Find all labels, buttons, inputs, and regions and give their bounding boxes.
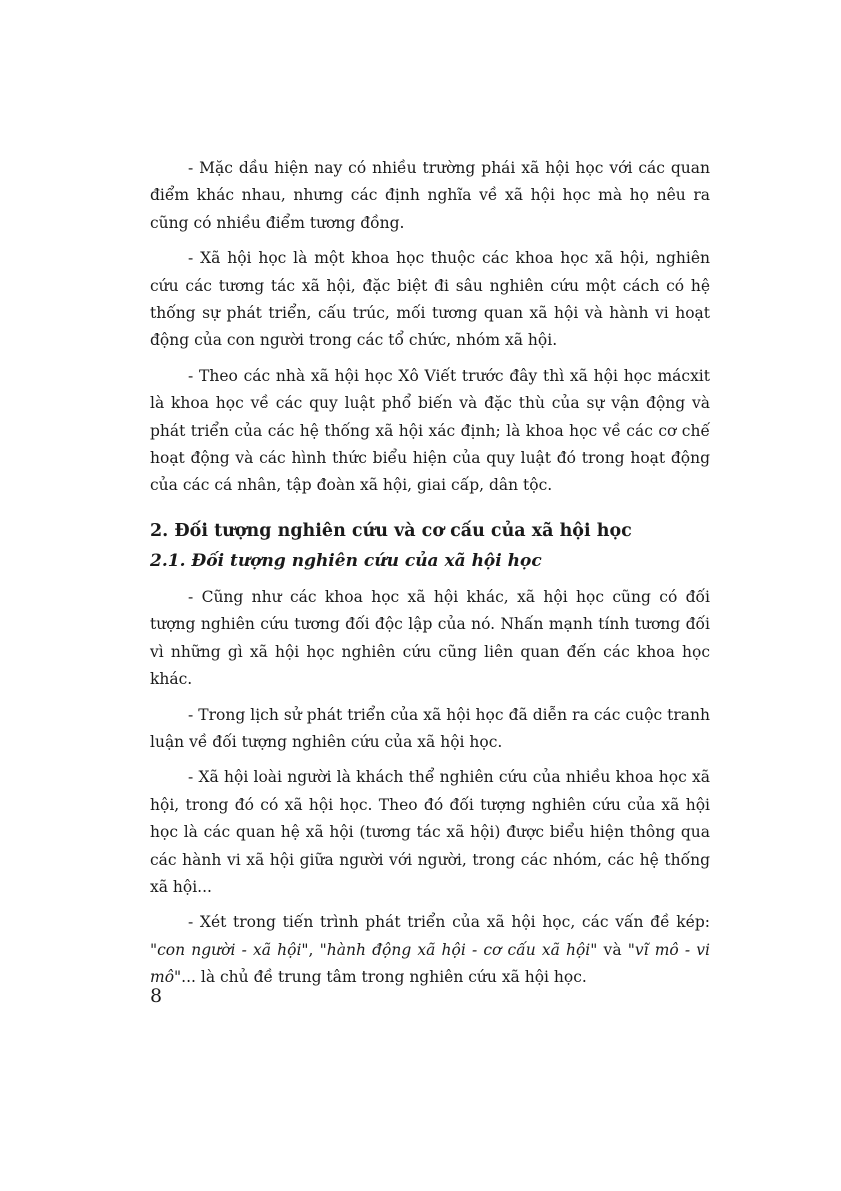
paragraph-last bbox=[150, 909, 710, 991]
paragraph: - Mặc dầu hiện nay có nhiều trường phái xã hội học với các quan điểm khác nhau, nhưng các định nghĩa về xã hội học mà họ nêu ra cũng có nhiều điểm tương đồng. bbox=[150, 159, 710, 232]
paragraph: - Xã hội loài người là khách thể nghiên cứu của nhiều khoa học xã hội, trong đó có xã hội học. Theo đó đối tượng nghiên cứu của xã hội học là các quan hệ xã hội (tương tác xã hội) được biểu hiện thông qua các hành vi xã hội giữa người với người, trong các nhóm, các hệ thống xã hội... bbox=[150, 768, 710, 896]
text-run: - Xét trong tiến trình phát triển của xã hội học, các vấn đề kép: bbox=[188, 913, 710, 932]
subsection-heading: 2.1. Đối tượng nghiên cứu của xã hội học bbox=[150, 550, 542, 571]
emphasis-term: "vĩ mô - vi mô" bbox=[150, 940, 711, 987]
page-body bbox=[150, 155, 710, 1000]
paragraph: - Cũng như các khoa học xã hội khác, xã hội học cũng có đối tượng nghiên cứu tương đối độc lập của nó. Nhấn mạnh tính tương đối vì những gì xã hội học nghiên cứu cũng liên quan đến các khoa học khác. bbox=[150, 587, 710, 689]
page-number: 8 bbox=[150, 985, 163, 1007]
emphasis-term: "hành động xã hội - cơ cấu xã hội" bbox=[319, 940, 598, 959]
text-run: và bbox=[597, 940, 628, 959]
section-heading: 2. Đối tượng nghiên cứu và cơ cấu của xã hội học bbox=[150, 520, 632, 541]
text-run: ... là chủ đề trung tâm trong nghiên cứu xã hội học. bbox=[181, 968, 587, 987]
paragraph: - Xã hội học là một khoa học thuộc các khoa học xã hội, nghiên cứu các tương tác xã hội, đặc biệt đi sâu nghiên cứu một cách có hệ thống sự phát triển, cấu trúc, mối tương quan xã hội và hành vi hoạt động của con người trong các tổ chức, nhóm xã hội. bbox=[150, 249, 710, 350]
paragraph: - Trong lịch sử phát triển của xã hội học đã diễn ra các cuộc tranh luận về đối tượng nghiên cứu của xã hội học. bbox=[150, 705, 710, 751]
paragraph: - Theo các nhà xã hội học Xô Viết trước đây thì xã hội học mácxit là khoa học về các quy luật phổ biến và đặc thù của sự vận động và phát triển của các hệ thống xã hội xác định; là khoa học về các cơ chế hoạt động và các hình thức biểu hiện của quy luật đó trong hoạt động của các cá nhân, tập đoàn xã hội, giai cấp, dân tộc. bbox=[150, 366, 710, 495]
emphasis-term: "con người - xã hội" bbox=[150, 940, 309, 959]
text-run: , bbox=[308, 940, 320, 959]
